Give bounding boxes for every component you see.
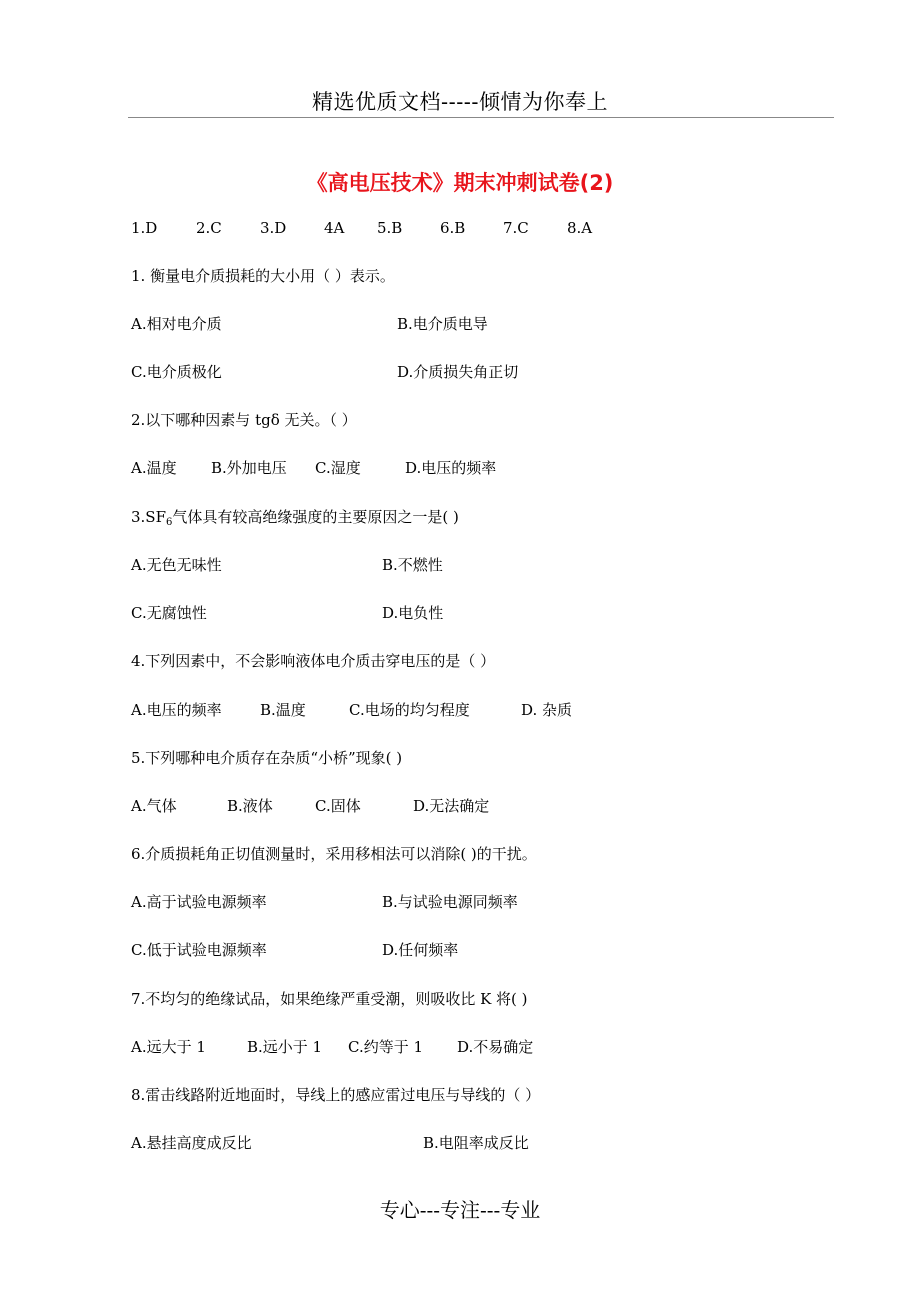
question-stem: 5.下列哪种电介质存在杂质“小桥”现象( ) — [131, 749, 403, 767]
question-stem: 1. 衡量电介质损耗的大小用（ ）表示。 — [131, 267, 395, 285]
option-d: D.无法确定 — [413, 797, 490, 815]
stem-subscript: 6 — [166, 517, 173, 528]
option-a: A.温度 — [131, 459, 177, 477]
question-stem: 2.以下哪种因素与 tgδ 无关。（ ） — [131, 411, 357, 429]
option-a: A.远大于 1 — [131, 1038, 206, 1056]
option-d: D.电负性 — [382, 604, 444, 622]
option-c: C.电介质极化 — [131, 363, 222, 381]
stem-prefix: 3.SF — [131, 508, 166, 526]
question-stem: 7.不均匀的绝缘试品，如果绝缘严重受潮，则吸收比 K 将( ) — [131, 990, 528, 1008]
answer-5: 5.B — [377, 219, 403, 237]
option-c: C.低于试验电源频率 — [131, 941, 267, 959]
answer-8: 8.A — [567, 219, 593, 237]
option-c: C.电场的均匀程度 — [349, 701, 470, 719]
question-stem: 8.雷击线路附近地面时，导线上的感应雷过电压与导线的（ ） — [131, 1086, 541, 1104]
option-c: C.约等于 1 — [348, 1038, 424, 1056]
option-d: D.不易确定 — [457, 1038, 534, 1056]
question-stem: 4.下列因素中，不会影响液体电介质击穿电压的是（ ） — [131, 652, 496, 670]
option-a: A.相对电介质 — [131, 315, 222, 333]
option-a: A.悬挂高度成反比 — [131, 1134, 252, 1152]
option-b: B.不燃性 — [382, 556, 443, 574]
option-a: A.无色无味性 — [131, 556, 222, 574]
option-b: B.外加电压 — [211, 459, 287, 477]
option-d: D.电压的频率 — [405, 459, 497, 477]
stem-suffix: 气体具有较高绝缘强度的主要原因之一是( ) — [172, 508, 459, 526]
page-footer: 专心---专注---专业 — [379, 1198, 541, 1222]
answer-2: 2.C — [196, 219, 222, 237]
document-title: 《高电压技术》期末冲刺试卷(2) — [306, 171, 614, 195]
option-d: D. 杂质 — [521, 701, 573, 719]
option-d: D.任何频率 — [382, 941, 459, 959]
option-c: C.固体 — [315, 797, 361, 815]
option-b: B.温度 — [260, 701, 306, 719]
option-b: B.液体 — [227, 797, 273, 815]
option-c: C.无腐蚀性 — [131, 604, 207, 622]
option-b: B.远小于 1 — [247, 1038, 323, 1056]
option-a: A.气体 — [131, 797, 177, 815]
option-a: A.高于试验电源频率 — [131, 893, 267, 911]
answer-4: 4A — [324, 219, 345, 237]
question-stem — [131, 507, 459, 527]
page-header-title: 精选优质文档-----倾情为你奉上 — [312, 90, 608, 114]
header-divider — [128, 117, 834, 118]
question-stem: 6.介质损耗角正切值测量时，采用移相法可以消除( )的干扰。 — [131, 845, 537, 863]
answer-1: 1.D — [131, 219, 158, 237]
option-b: B.电介质电导 — [397, 315, 488, 333]
option-a: A.电压的频率 — [131, 701, 222, 719]
option-c: C.湿度 — [315, 459, 361, 477]
answer-3: 3.D — [260, 219, 287, 237]
option-b: B.与试验电源同频率 — [382, 893, 518, 911]
option-d: D.介质损失角正切 — [397, 363, 519, 381]
answer-7: 7.C — [503, 219, 529, 237]
answer-6: 6.B — [440, 219, 466, 237]
option-b: B.电阻率成反比 — [423, 1134, 529, 1152]
